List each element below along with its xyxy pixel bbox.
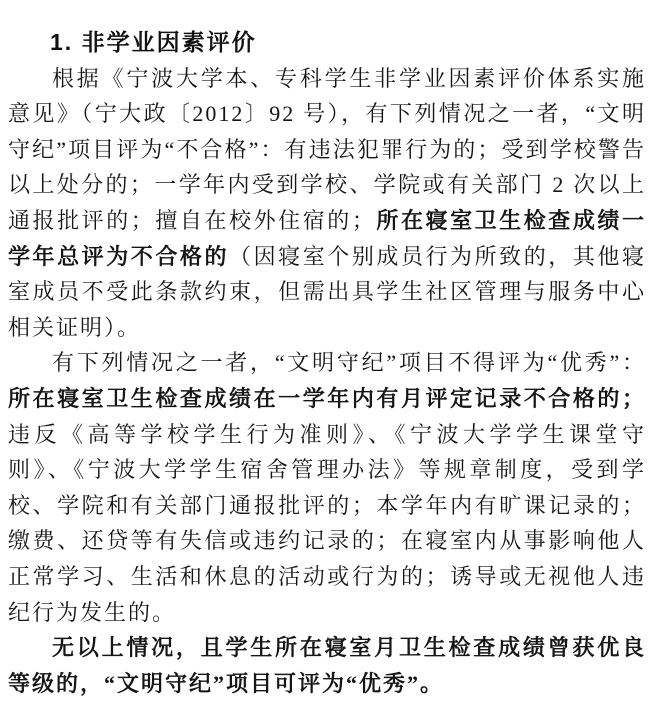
text-run: 违反《高等学校学生行为准则》、《宁波大学学生课堂守则》、《宁波大学学生宿舍管理办法》等规章制度，受到学校、学院和有关部门通报批评的；本学年内有旷课记录的；缴费、还贷等有失信或违约记录的；在寝室内从事影响他人正常学习、生活和休息的活动或行为的；诱导或无视他人违纪行为发生的。 xyxy=(8,421,646,625)
paragraph xyxy=(8,345,646,630)
text-run: 根据《宁波大学本、专科学生非学业因素评价体系实施意见》（宁大政〔2012〕92 号），有下列情况之一者，“文明守纪”项目评为“不合格”：有违法犯罪行为的；受到学校警告以上处分的；一学年内受到学校、学院或有关部门 2 次以上通报批评的；擅自在校外住宿的； xyxy=(8,65,646,233)
paragraph xyxy=(8,61,646,346)
section-heading: 1. 非学业因素评价 xyxy=(50,29,257,55)
text-run: 有下列情况之一者，“文明守纪”项目不得评为“优秀”： xyxy=(52,350,646,376)
paragraph xyxy=(8,630,646,701)
text-run: （因寝室个别成员行为所致的，其他寝室成员不受此条款约束，但需出具学生社区管理与服务中心相关证明）。 xyxy=(8,243,646,340)
text-run-bold: 所在寝室卫生检查成绩一学年总评为不合格的 xyxy=(8,207,646,269)
text-run-bold: 无以上情况，且学生所在寝室月卫生检查成绩曾获优良等级的，“文明守纪”项目可评为“优秀”。 xyxy=(8,635,646,696)
text-run-bold: 所在寝室卫生检查成绩在一学年内有月评定记录不合格的； xyxy=(8,385,646,411)
document-body xyxy=(8,61,646,702)
